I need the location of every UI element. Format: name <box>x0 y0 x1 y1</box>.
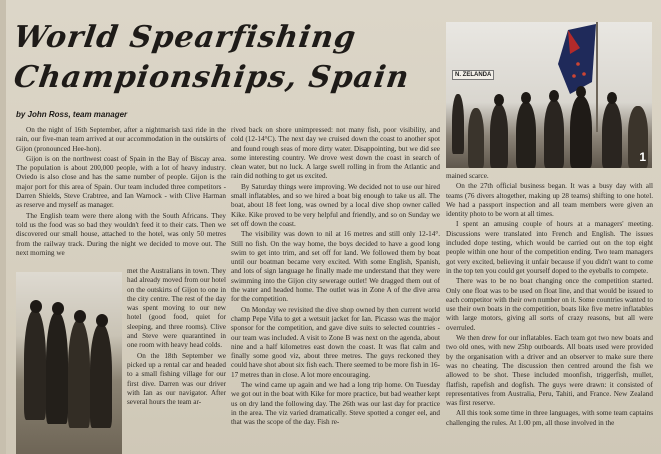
paragraph: All this took some time in three languages, with some team captains challenging the rules. At 1.00 pm, all those involved in the <box>446 409 653 427</box>
person <box>468 108 484 168</box>
head <box>521 92 531 104</box>
country-sign: N. ZELANDA <box>452 70 494 80</box>
head <box>74 310 86 323</box>
paragraph: The wind came up again and we had a long trip home. On Tuesday we got out in the boat with Kike for more practice, but bad weather kept us on dry land the following day. The 26th was our last day for practice in the area. The viz varied dramatically. Steve spotted a conger eel, and that was the scope of the day. Fish re- <box>231 381 440 427</box>
head <box>607 92 617 104</box>
article-column-2 <box>231 126 440 454</box>
article-title-line-2: Championships, Spain <box>11 60 412 95</box>
diver <box>90 324 112 428</box>
paragraph: Gijon is on the northwest coast of Spain in the Bay of Biscay area. The population is about 200,000 people, with a lot of heavy industry. Oviedo is also close and has the same number of people. Gijon is the major port for this area of Spain. Our team included three competitors - Darren Shields, Steve Crabtree, and Ian Warnock - with Clive Harman as reserve and myself as manager. <box>16 154 226 210</box>
paragraph: On the 18th September we picked up a rental car and headed to a small fishing village for our first dive. Darren was our driver with Ian as our navigator. After several hours the team ar- <box>127 351 226 407</box>
head <box>549 90 559 102</box>
paragraph: We then drew for our inflatables. Each team got two new boats and two old ones, with new 25hp outboards. All boats used were provided by the organisation with a driver and an observer to make sure there was no cheating. The discussion then centred around the fish we allowed to be shot. These included moonfish, triggerfish, mullet, flatfish, rapefish and dogfish. The guys were drawn: it consisted of representatives from Australia, Peru, Tahiti, and France. New Zealand was first reserve. <box>446 334 653 408</box>
paragraph: I spent an amusing couple of hours at a managers' meeting. Discussions were translated into French and English. The issues included dope testing, which would be carried out on the top eight people within one hour of the competition ending. Two team managers got very excited, believing it unfair because if you didn't want to come in the top ten you could get yourself doped to the eyeballs to compete. <box>446 220 653 275</box>
article-column-3 <box>446 172 653 454</box>
photo-number: 1 <box>639 150 646 164</box>
team-flag-photo <box>446 22 652 168</box>
divers-photo <box>16 272 122 454</box>
paragraph: On Monday we revisited the dive shop owned by then current world champ Pepe Viña to get a wetsuit jacket for Ian. Picasso was the major sponsor for the competition, and gave dive suits to selected countries - our team was included. A visit to Zone B was next on the agenda, about nine and a half kilometres east down the coast. It was flat calm and finally some good viz, about three metres. The guys reckoned they could have shot about six fish each. There seemed to be more fish in 16-17 metres than in close. A lot more encouraging. <box>231 305 440 379</box>
person <box>452 94 464 154</box>
paragraph: There was to be no boat changing once the competition started. Only one float was to be used on float line, and that would be issued to each competitor with their own number on it. Some countries wanted to use their own boats in the competition, boats like five metre inflatables with large motors, giving all sorts of crazy reasons, but all were overruled. <box>446 277 653 332</box>
byline: by John Ross, team manager <box>16 110 128 119</box>
paragraph: On the night of 16th September, after a nightmarish taxi ride in the rain, our five-man team arrived at our accommodation in the outskirts of Gijon (pronounced Hee-hon). <box>16 126 226 153</box>
head <box>30 300 42 313</box>
person <box>544 100 564 168</box>
paragraph: By Saturday things were improving. We decided not to use our hired small inflatables, and so we hired a boat big enough to take us all. The boat, about 18 feet long, was owned by a local dive shop owner called Kike. Kike proved to be very helpful and friendly, and so on Sunday we set off down the coast. <box>231 182 440 228</box>
article-column-1-continued <box>127 267 226 454</box>
paragraph: The visibility was down to nil at 16 metres and still only 12-14°. Still no fish. On the way home, the boys decided to have a good long swim to get into trim, and set off for land. We followed them by boat until our boatman became very excited. With some English, Spanish, and lots of sign language he finally made me understand that they were swimming into the Gijon city sewerage outlet! We dragged them out of the water and headed home. The outlet was in Zone A of the dive area for the competition. <box>231 230 440 304</box>
article-column-1 <box>16 126 226 268</box>
head <box>494 94 504 106</box>
head <box>96 314 108 327</box>
paragraph: met the Australians in town. They had already moved from our hotel on the outskirts of Gijon to one in the city centre. The rest of the day was spent moving to our new hotel (good food, quiet for sleeping, and three rooms). Clive and Steve were quarantined in one room with heavy head colds. <box>127 267 226 350</box>
paragraph: mained scarce. <box>446 172 489 180</box>
diver <box>68 320 90 428</box>
head <box>576 86 586 98</box>
paragraph: On the 27th official business began. It was a busy day with all teams (76 divers altogether, making up 28 teams) shifting to one hotel. We had a passport inspection and all team members were given an identity photo to be worn at all times. <box>446 182 653 219</box>
paragraph: The English team were there along with the South Africans. They told us the food was so bad they wouldn't feed it to their cats. Then we discovered our small house, attached to the hotel, was only 50 metres from the railway track. During the night we decided to move out. The next morning we <box>16 211 226 257</box>
diver <box>46 312 68 424</box>
person <box>516 102 536 168</box>
page-edge <box>0 0 6 454</box>
diver <box>24 310 46 420</box>
person <box>602 102 622 168</box>
paragraph: rived back on shore unimpressed: not many fish, poor visibility, and cold (12-14°C). The next day we cruised down the coast to another spot and found rough seas of more dirty water. Disappointing, but we did see some interesting country. We drove west down the coast in search of clean water, but no luck. A large swell rolling in from the Atlantic and rain did nothing to get us excited. <box>231 126 440 181</box>
person <box>570 96 592 168</box>
head <box>52 302 64 315</box>
person <box>490 104 508 168</box>
article-title-line-1: World Spearfishing <box>11 20 359 55</box>
